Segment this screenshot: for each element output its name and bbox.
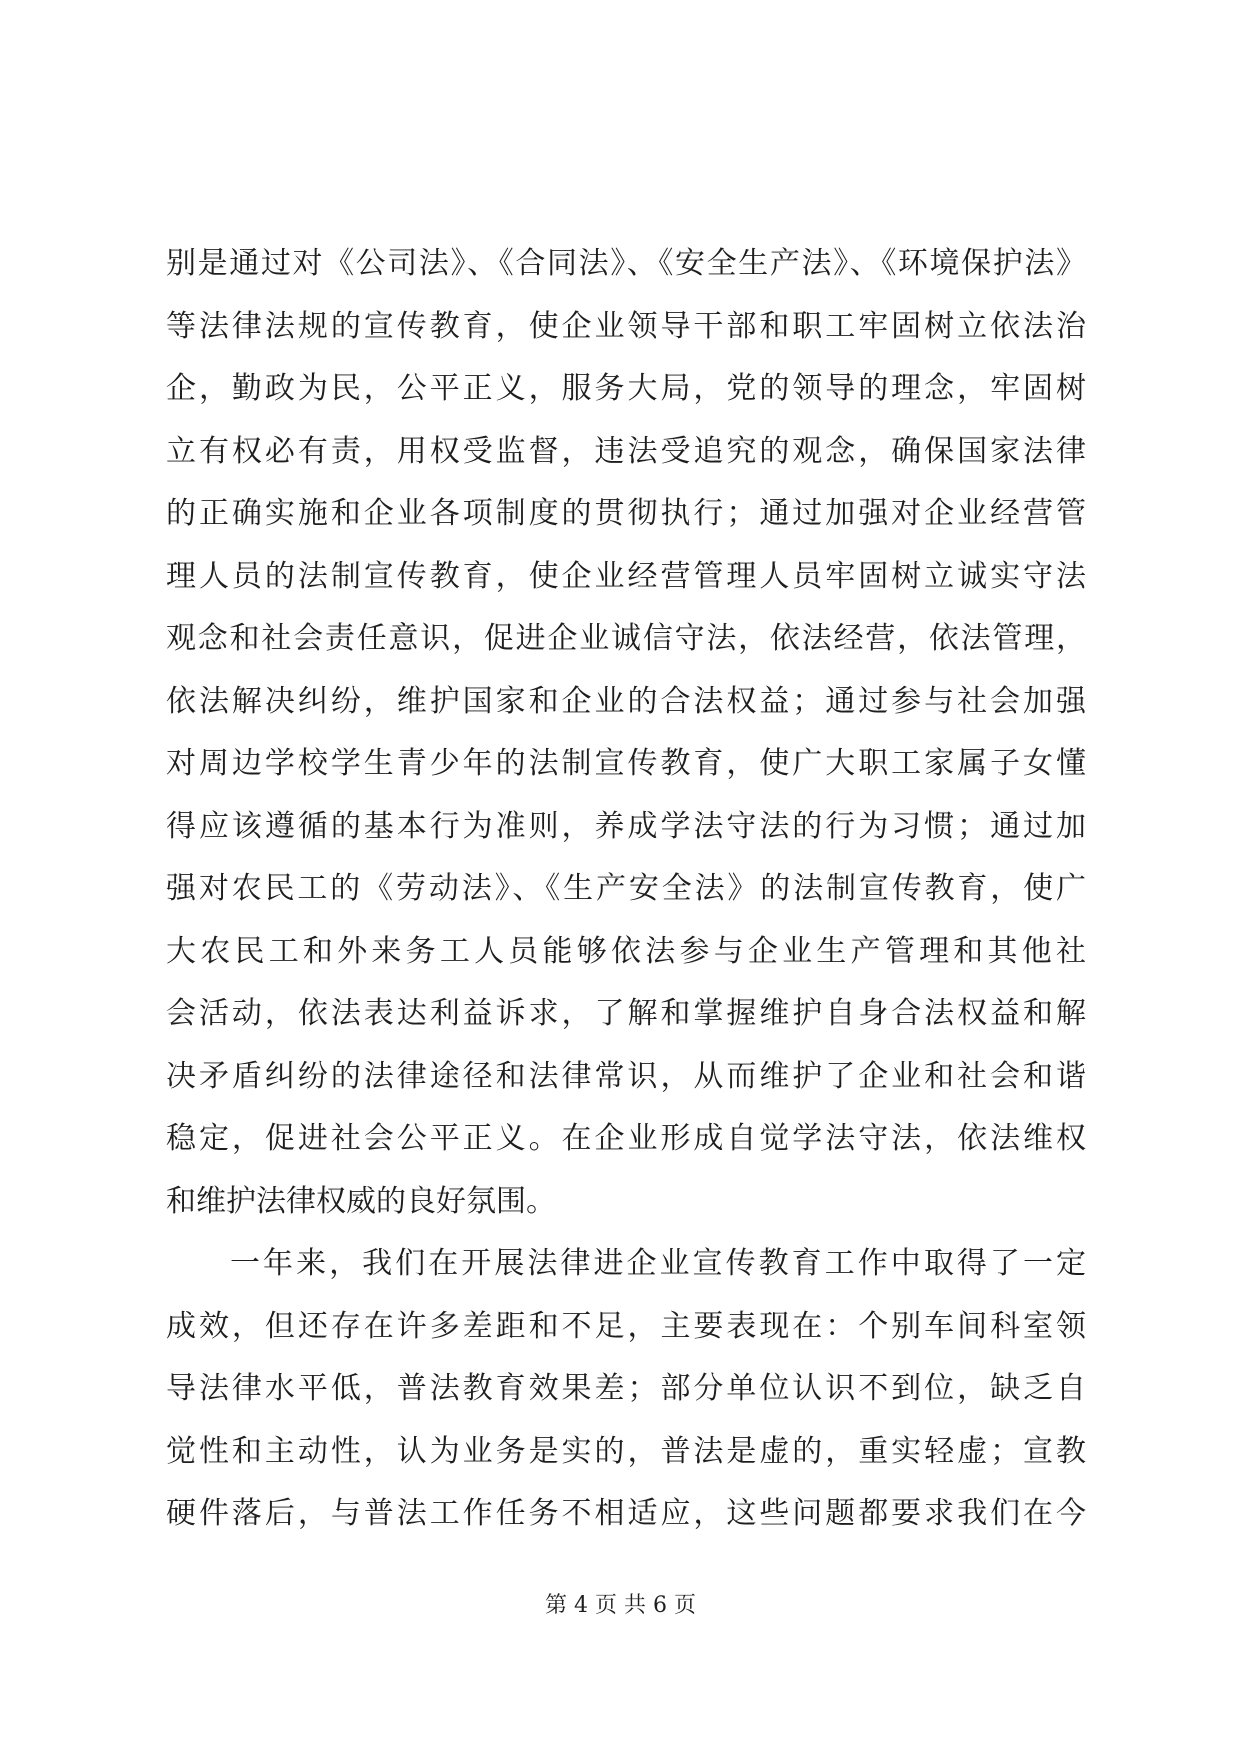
text-line: 等法律法规的宣传教育，使企业领导干部和职工牢固树立依法治 xyxy=(166,308,1086,344)
text-line: 得应该遵循的基本行为准则，养成学法守法的行为习惯；通过加 xyxy=(166,808,1086,844)
text-line: 的正确实施和企业各项制度的贯彻执行；通过加强对企业经营管 xyxy=(166,496,1086,531)
text-line: 观念和社会责任意识，促进企业诚信守法，依法经营，依法管理， xyxy=(166,621,1086,656)
text-line: 决矛盾纠纷的法律途径和法律常识，从而维护了企业和社会和谐 xyxy=(166,1058,1086,1094)
text-line: 稳定，促进社会公平正义。在企业形成自觉学法守法，依法维权 xyxy=(166,1121,1086,1156)
text-line: 导法律水平低，普法教育效果差；部分单位认识不到位，缺乏自 xyxy=(166,1371,1086,1406)
text-line: 企，勤政为民，公平正义，服务大局，党的领导的理念，牢固树 xyxy=(166,371,1086,406)
text-line: 强对农民工的《劳动法》、《生产安全法》的法制宣传教育，使广 xyxy=(166,871,1086,906)
text-line: 和维护法律权威的良好氛围。 xyxy=(166,1183,556,1219)
text-line: 觉性和主动性，认为业务是实的，普法是虚的，重实轻虚；宣教 xyxy=(166,1433,1086,1469)
text-line: 硬件落后，与普法工作任务不相适应，这些问题都要求我们在今 xyxy=(166,1496,1086,1531)
text-line: 别是通过对《公司法》、《合同法》、《安全生产法》、《环境保护法》 xyxy=(166,246,1086,281)
text-line: 立有权必有责，用权受监督，违法受追究的观念，确保国家法律 xyxy=(166,433,1086,469)
page-number-footer: 第 4 页 共 6 页 xyxy=(545,1593,696,1618)
text-line: 成效，但还存在许多差距和不足，主要表现在：个别车间科室领 xyxy=(166,1308,1086,1344)
text-line: 一年来，我们在开展法律进企业宣传教育工作中取得了一定 xyxy=(230,1246,1086,1281)
text-line: 依法解决纠纷，维护国家和企业的合法权益；通过参与社会加强 xyxy=(166,683,1086,719)
body-text xyxy=(166,233,1086,1546)
text-line: 理人员的法制宣传教育，使企业经营管理人员牢固树立诚实守法 xyxy=(166,558,1086,594)
text-line: 大农民工和外来务工人员能够依法参与企业生产管理和其他社 xyxy=(166,933,1086,969)
text-line: 对周边学校学生青少年的法制宣传教育，使广大职工家属子女懂 xyxy=(166,746,1086,781)
text-line: 会活动，依法表达利益诉求，了解和掌握维护自身合法权益和解 xyxy=(166,996,1086,1031)
